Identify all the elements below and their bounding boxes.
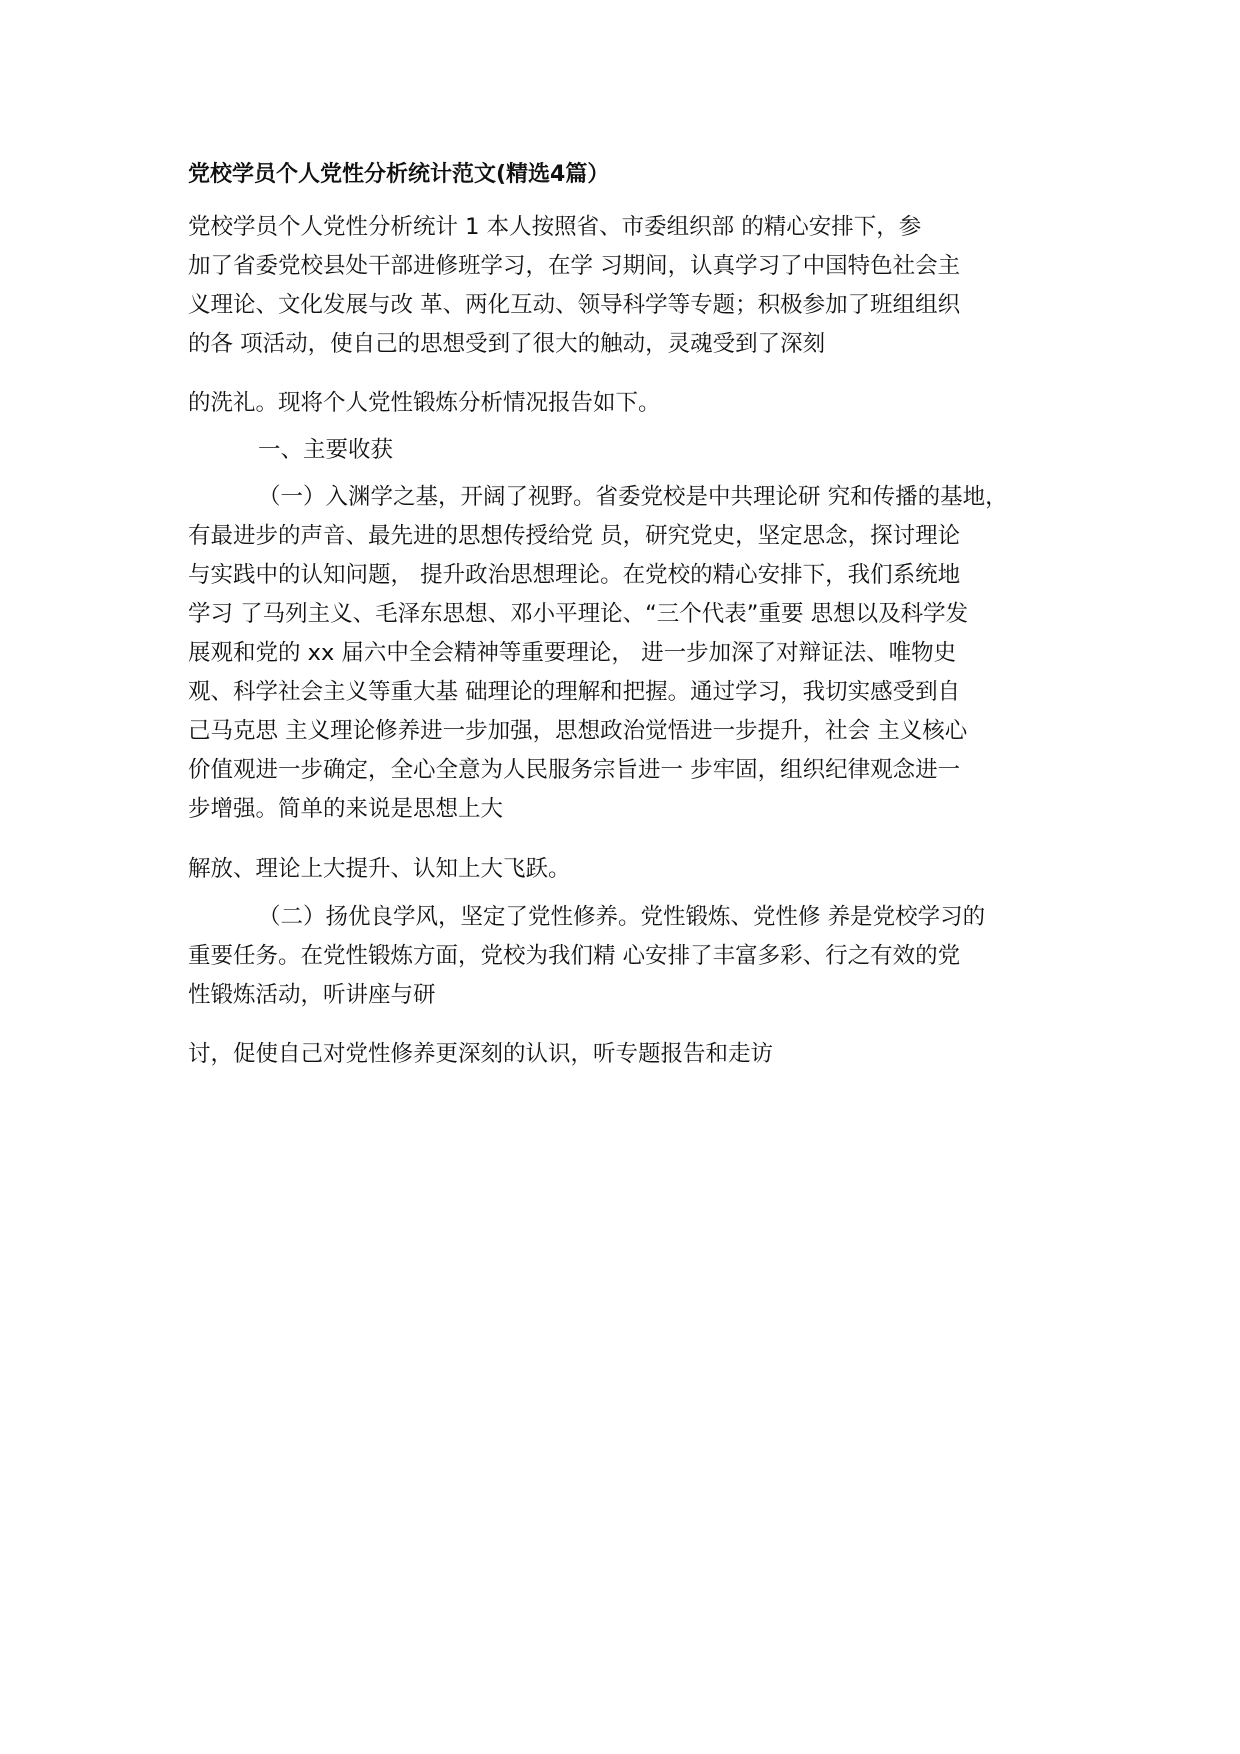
text-line: 有最进步的声音、最先进的思想传授给党 员，研究党史，坚定思念，探讨理论 bbox=[188, 523, 961, 549]
paragraph-item-1 bbox=[188, 478, 1058, 829]
text-line: （一）入渊学之基，开阔了视野。省委党校是中共理论研 究和传播的基地， bbox=[258, 484, 1008, 510]
text-line: （二）扬优良学风，坚定了党性修养。党性锻炼、党性修 养是党校学习的 bbox=[258, 904, 986, 930]
paragraph-item-1-continued bbox=[188, 850, 1058, 889]
text-line: 加了省委党校县处干部进修班学习，在学 习期间，认真学习了中国特色社会主 bbox=[188, 253, 961, 279]
paragraph-intro-continued bbox=[188, 384, 1058, 423]
text-line: 讨，促使自己对党性修养更深刻的认识，听专题报告和走访 bbox=[188, 1041, 774, 1067]
document-title: 党校学员个人党性分析统计范文(精选4篇） bbox=[188, 162, 610, 187]
text-line: 步增强。简单的来说是思想上大 bbox=[188, 796, 504, 822]
text-line: 的洗礼。现将个人党性锻炼分析情况报告如下。 bbox=[188, 390, 661, 416]
text-line: 价值观进一步确定，全心全意为人民服务宗旨进一 步牢固，组织纪律观念进一 bbox=[188, 757, 961, 783]
text-line: 解放、理论上大提升、认知上大飞跃。 bbox=[188, 856, 571, 882]
section-heading bbox=[188, 431, 1058, 470]
text-line: 学习 了马列主义、毛泽东思想、邓小平理论、“三个代表”重要 思想以及科学发 bbox=[188, 601, 969, 627]
text-line: 观、科学社会主义等重大基 础理论的理解和把握。通过学习，我切实感受到自 bbox=[188, 679, 961, 705]
paragraph-item-2 bbox=[188, 898, 1058, 1015]
text-line: 性锻炼活动，听讲座与研 bbox=[188, 982, 436, 1008]
text-line: 己马克思 主义理论修养进一步加强，思想政治觉悟进一步提升，社会 主义核心 bbox=[188, 718, 968, 744]
text-line: 重要任务。在党性锻炼方面，党校为我们精 心安排了丰富多彩、行之有效的党 bbox=[188, 943, 961, 969]
text-line: 义理论、文化发展与改 革、两化互动、领导科学等专题；积极参加了班组组织 bbox=[188, 292, 961, 318]
text-line: 展观和党的 xx 届六中全会精神等重要理论， 进一步加深了对辩证法、唯物史 bbox=[188, 640, 957, 666]
text-line: 党校学员个人党性分析统计 1 本人按照省、市委组织部 的精心安排下，参 bbox=[188, 214, 922, 240]
paragraph-intro bbox=[188, 208, 1058, 364]
text-line: 与实践中的认知问题， 提升政治思想理论。在党校的精心安排下，我们系统地 bbox=[188, 562, 961, 588]
paragraph-item-2-continued bbox=[188, 1035, 1058, 1074]
text-line: 的各 项活动，使自己的思想受到了很大的触动，灵魂受到了深刻 bbox=[188, 331, 826, 357]
text-line: 一、主要收获 bbox=[258, 437, 394, 463]
